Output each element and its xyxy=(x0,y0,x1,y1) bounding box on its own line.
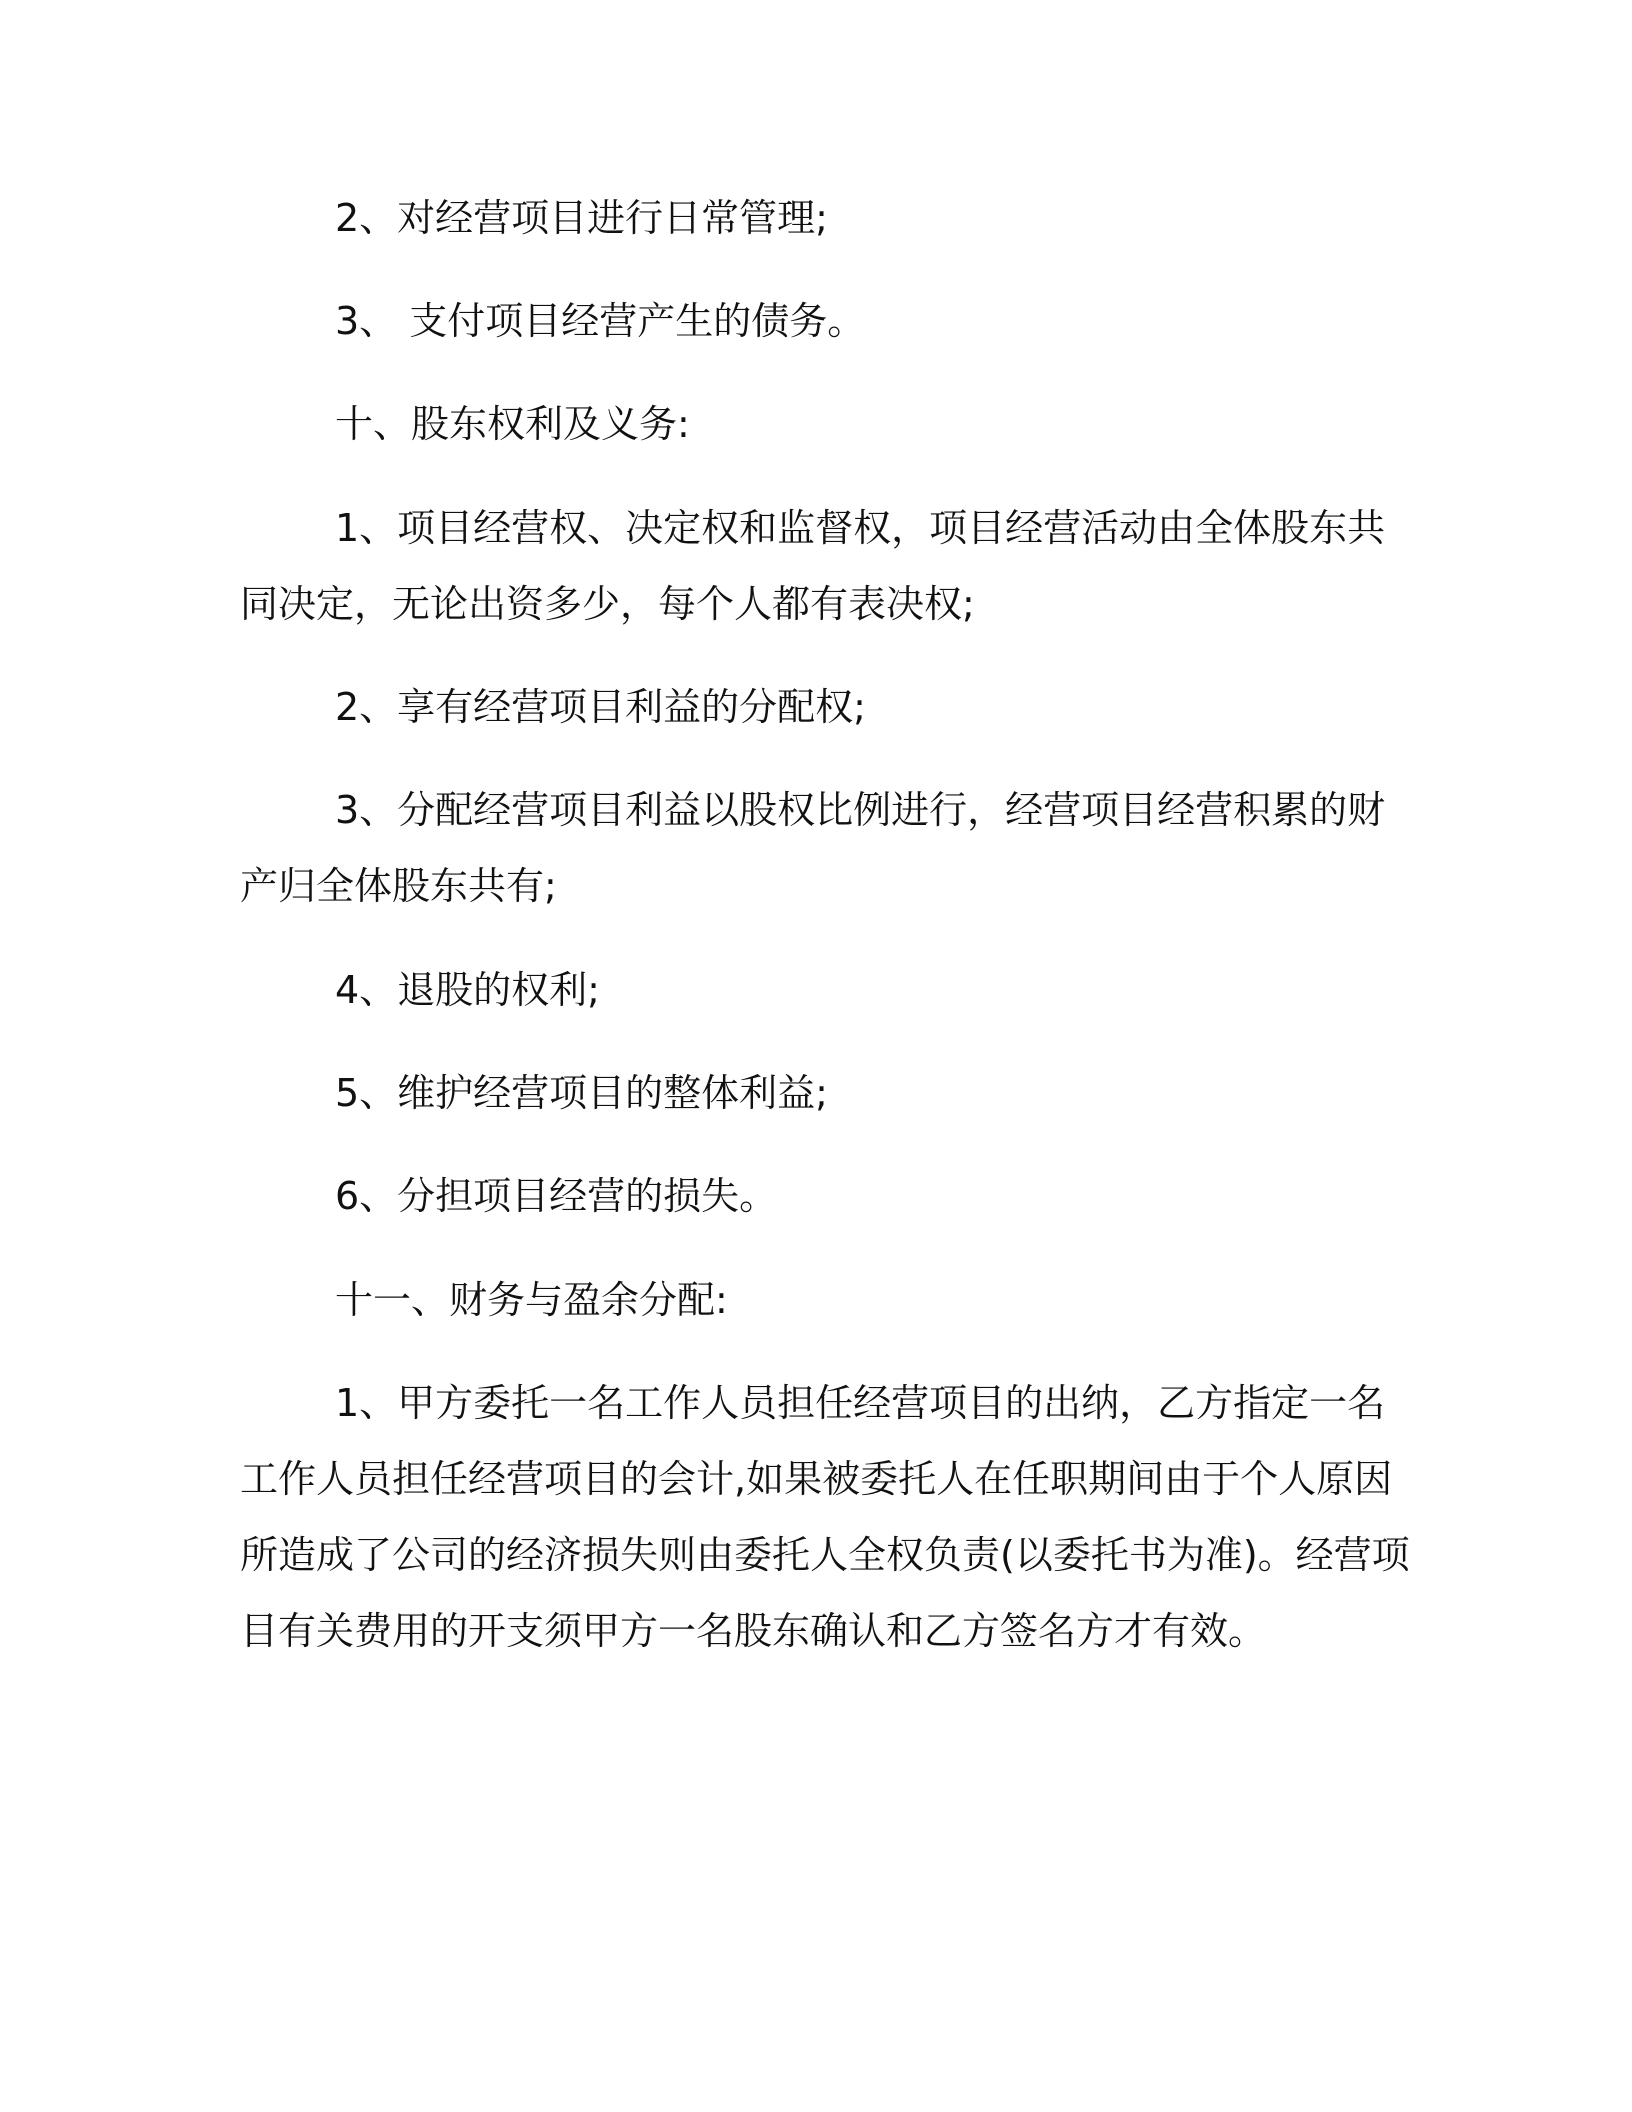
paragraph-item-1-management-rights xyxy=(0,490,1632,642)
paragraph-item-3-profit-distribution xyxy=(0,772,1632,924)
paragraph-line: 1、项目经营权、决定权和监督权，项目经营活动由全体股东共 xyxy=(335,506,1386,550)
paragraph-line: 产归全体股东共有; xyxy=(240,864,557,908)
paragraph-line: 3、分配经营项目利益以股权比例进行，经营项目经营积累的财 xyxy=(335,788,1386,832)
paragraph-line: 1、甲方委托一名工作人员担任经营项目的出纳，乙方指定一名 xyxy=(335,1381,1386,1425)
paragraph-item-5-overall-interest xyxy=(0,1055,1632,1131)
paragraph-line: 工作人员担任经营项目的会计,如果被委托人在任职期间由于个人原因 xyxy=(240,1457,1393,1501)
paragraph-item-2-daily-management xyxy=(0,180,1632,256)
paragraph-line: 2、对经营项目进行日常管理; xyxy=(335,196,828,240)
paragraph-line: 3、 支付项目经营产生的债务。 xyxy=(335,299,866,343)
paragraph-line: 6、分担项目经营的损失。 xyxy=(335,1174,778,1218)
section-heading-shareholder-rights xyxy=(0,386,1632,462)
paragraph-line: 2、享有经营项目利益的分配权; xyxy=(335,685,866,729)
paragraph-item-1-cashier-accountant xyxy=(0,1365,1632,1669)
paragraph-item-3-debts xyxy=(0,283,1632,359)
paragraph-line: 4、退股的权利; xyxy=(335,968,600,1012)
paragraph-line: 目有关费用的开支须甲方一名股东确认和乙方签名方才有效。 xyxy=(240,1609,1267,1653)
paragraph-item-4-withdrawal xyxy=(0,952,1632,1028)
section-heading: 十、股东权利及义务: xyxy=(335,402,690,446)
paragraph-item-2-distribution-right xyxy=(0,669,1632,745)
paragraph-line: 5、维护经营项目的整体利益; xyxy=(335,1071,828,1115)
paragraph-line: 所造成了公司的经济损失则由委托人全权负责(以委托书为准)。经营项 xyxy=(240,1533,1410,1577)
section-heading-finance xyxy=(0,1262,1632,1338)
paragraph-line: 同决定，无论出资多少，每个人都有表决权; xyxy=(240,582,975,626)
paragraph-item-6-share-losses xyxy=(0,1158,1632,1234)
section-heading: 十一、财务与盈余分配: xyxy=(335,1278,728,1322)
